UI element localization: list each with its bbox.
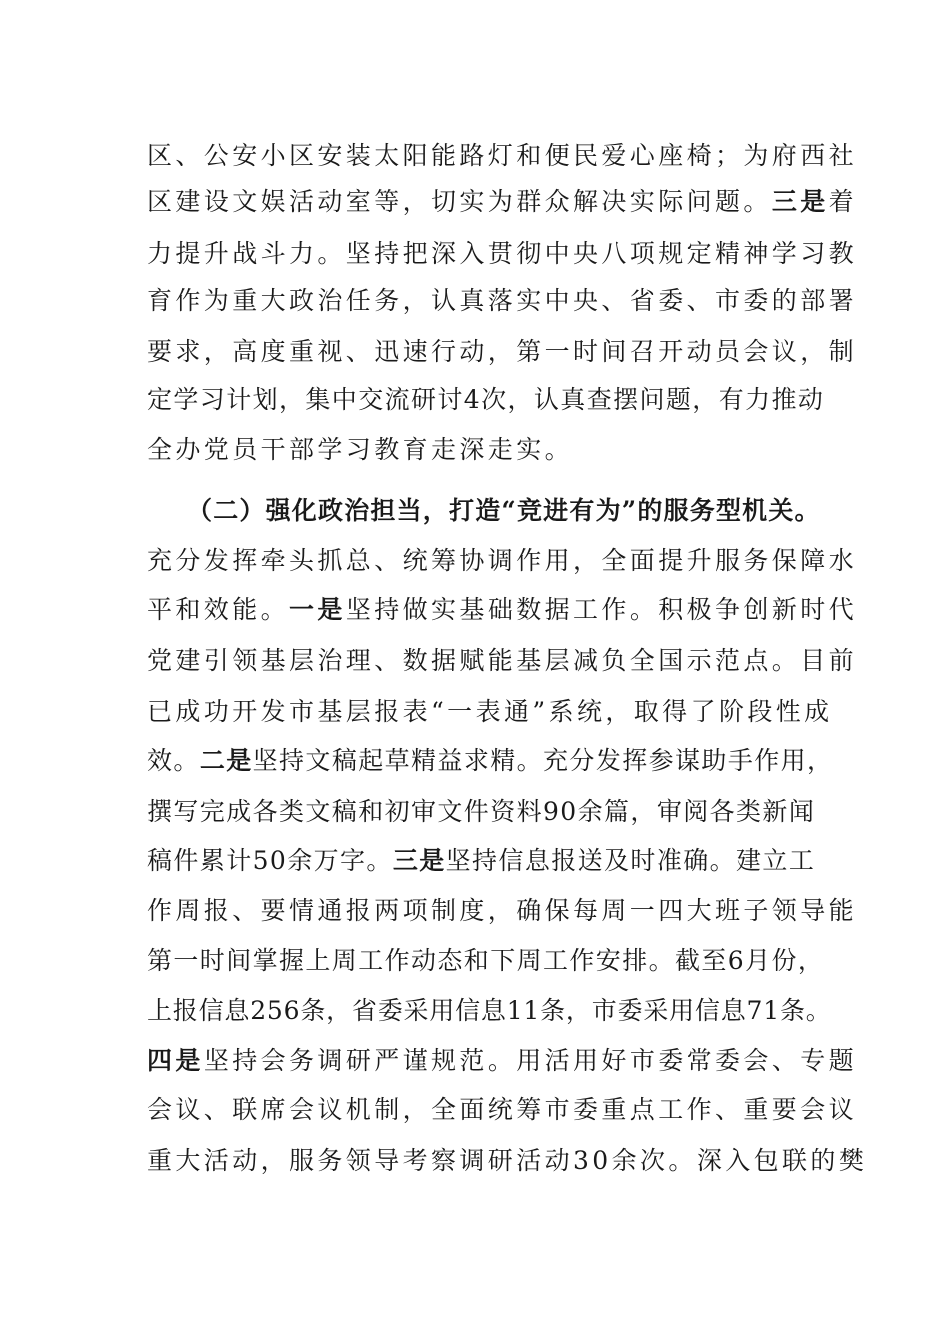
text-line: 育作为重大政治任务，认真落实中央、省委、市委的部署: [147, 286, 858, 315]
text-line: 定学习计划，集中交流研讨4次，认真查摆问题，有力推动: [147, 385, 825, 414]
text-line: 效。二是坚持文稿起草精益求精。充分发挥参谋助手作用，: [147, 746, 834, 775]
text-line: 撰写完成各类文稿和初审文件资料90余篇，审阅各类新闻: [147, 797, 816, 826]
text-line: 稿件累计50余万字。三是坚持信息报送及时准确。建立工: [147, 846, 816, 875]
text-line: 会议、联席会议机制，全面统筹市委重点工作、重要会议: [147, 1095, 858, 1124]
text-line: 上报信息256条，省委采用信息11条，市委采用信息71条。: [147, 996, 832, 1025]
text-line: 党建引领基层治理、数据赋能基层减负全国示范点。目前: [147, 646, 858, 675]
text-line: 充分发挥牵头抓总、统筹协调作用，全面提升服务保障水: [147, 546, 858, 575]
text-line: 力提升战斗力。坚持把深入贯彻中央八项规定精神学习教: [147, 239, 858, 268]
text-line: 区、公安小区安装太阳能路灯和便民爱心座椅；为府西社: [147, 141, 858, 170]
text-line: 作周报、要情通报两项制度，确保每周一四大班子领导能: [147, 896, 858, 925]
text-line: 第一时间掌握上周工作动态和下周工作安排。截至6月份，: [147, 946, 825, 975]
text-line: 重大活动，服务领导考察调研活动30余次。深入包联的樊: [147, 1146, 868, 1175]
text-line: 全办党员干部学习教育走深走实。: [147, 435, 574, 464]
text-line: 已成功开发市基层报表“一表通”系统，取得了阶段性成: [147, 697, 833, 726]
text-line: 区建设文娱活动室等，切实为群众解决实际问题。三是着: [147, 187, 858, 216]
text-line: 平和效能。一是坚持做实基础数据工作。积极争创新时代: [147, 595, 858, 624]
text-line: 四是坚持会务调研严谨规范。用活用好市委常委会、专题: [147, 1046, 858, 1075]
section-heading: （二）强化政治担当，打造“竞进有为”的服务型机关。: [187, 496, 821, 525]
text-line: 要求，高度重视、迅速行动，第一时间召开动员会议，制: [147, 337, 858, 366]
